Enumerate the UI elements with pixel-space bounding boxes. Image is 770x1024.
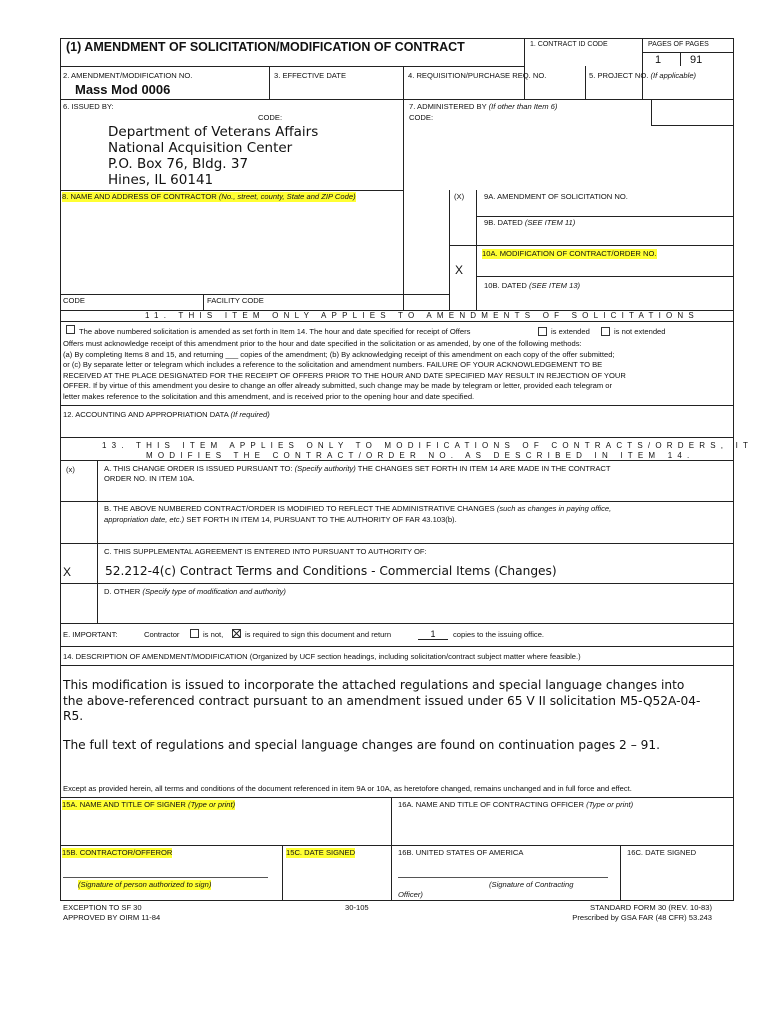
is-not-checkbox[interactable]	[190, 629, 199, 638]
address-line: National Acquisition Center	[108, 140, 293, 156]
rule	[449, 190, 450, 310]
footer-prescribed: Prescribed by GSA FAR (48 CFR) 53.243	[572, 913, 712, 922]
extended-label: is extended	[551, 327, 590, 336]
rule	[203, 294, 204, 310]
box1-label: 1. CONTRACT ID CODE	[530, 41, 608, 48]
check-x-icon	[232, 629, 241, 638]
extended-checkbox[interactable]	[538, 327, 547, 336]
item15a-label: 15A. NAME AND TITLE OF SIGNER (Type or print)	[62, 800, 236, 809]
item13b-text-2: appropriation date, etc.) SET FORTH IN ITEM 14, PURSUANT TO THE AUTHORITY OF FAR 43.103(b).	[104, 515, 457, 524]
item11-text-line: or (c) By separate letter or telegram which includes a reference to the solicitation and amendment numbers. FAILURE OF YOUR ACKNOWLEDGEMENT TO BE	[63, 360, 603, 369]
rule	[651, 99, 652, 125]
rule	[476, 276, 734, 277]
page-number: 1	[655, 54, 662, 66]
rule	[449, 245, 734, 246]
officer-signature-caption-2: Officer)	[398, 890, 423, 899]
rule	[391, 797, 392, 901]
copies-count[interactable]: 1	[418, 630, 448, 640]
description-line: R5.	[63, 709, 84, 723]
rule	[60, 543, 734, 544]
box9b-label: 9B. DATED (SEE ITEM 11)	[484, 218, 576, 227]
box10b-label: 10B. DATED (SEE ITEM 13)	[484, 281, 581, 290]
box7-label: 7. ADMINISTERED BY (If other than Item 6)	[409, 102, 558, 111]
footer-approved: APPROVED BY OIRM 11-84	[63, 913, 161, 922]
rule	[60, 437, 734, 438]
item11-text-line: OFFER. If by virtue of this amendment you desire to change an offer already submitted, such change may be made by telegram or letter, provided each telegram or	[63, 381, 613, 390]
rule	[620, 845, 621, 901]
item11-text-line: letter makes reference to the solicitation and this amendment, and is received prior to the opening hour and date specified.	[63, 391, 475, 401]
rule	[476, 216, 734, 217]
box2-label: 2. AMENDMENT/MODIFICATION NO.	[63, 71, 193, 80]
item11-text	[63, 339, 626, 402]
rule	[97, 460, 98, 623]
officer-signature-caption-1: (Signature of Contracting	[489, 880, 574, 889]
box3-label: 3. EFFECTIVE DATE	[274, 71, 347, 80]
item13c-text: C. THIS SUPPLEMENTAL AGREEMENT IS ENTERED INTO PURSUANT TO AUTHORITY OF:	[104, 547, 427, 556]
item13-x-label: (x)	[66, 465, 75, 474]
item11-heading: 11. THIS ITEM ONLY APPLIES TO AMENDMENTS OF SOLICITATIONS	[145, 311, 699, 320]
officer-signature-line[interactable]	[398, 877, 608, 878]
item15b-label: 15B. CONTRACTOR/OFFEROR	[62, 848, 173, 857]
pages-label: PAGES OF PAGES	[648, 41, 709, 48]
item11-text-line: (a) By completing Items 8 and 15, and returning ___ copies of the amendment; (b) By acknowledging receipt of this amendment on each copy of the offer submitted;	[63, 349, 615, 359]
copies-suffix: copies to the issuing office.	[453, 630, 545, 639]
address-line: Department of Veterans Affairs	[108, 124, 319, 140]
box4-label: 4. REQUISITION/PURCHASE REQ. NO.	[408, 71, 547, 80]
rule	[60, 583, 734, 584]
box5-label: 5. PROJECT NO. (If applicable)	[589, 71, 697, 80]
item16b-label: 16B. UNITED STATES OF AMERICA	[398, 848, 524, 857]
item13a-text: A. THIS CHANGE ORDER IS ISSUED PURSUANT TO: (Specify authority) THE CHANGES SET FORTH IN ITEM 14 ARE MADE IN THE CONTRACT	[104, 464, 611, 473]
item13c-authority[interactable]: 52.212-4(c) Contract Terms and Conditions - Commercial Items (Changes)	[105, 564, 557, 578]
item13b-text: B. THE ABOVE NUMBERED CONTRACT/ORDER IS MODIFIED TO REFLECT THE ADMINISTRATIVE CHANGES (such as changes in paying office,	[104, 504, 612, 513]
description-line: This modification is issued to incorporate the attached regulations and special language changes into	[63, 678, 685, 692]
item13a-text-2: ORDER NO. IN ITEM 10A.	[104, 474, 195, 483]
contractor-signature-caption: (Signature of person authorized to sign)	[78, 880, 212, 889]
address-line: Hines, IL 60141	[108, 172, 214, 188]
footer-exception: EXCEPTION TO SF 30	[63, 903, 142, 912]
rule	[60, 797, 734, 798]
facility-code-label: FACILITY CODE	[207, 296, 264, 305]
box7-code: CODE:	[409, 113, 434, 122]
item14-description	[63, 678, 700, 725]
rule	[60, 623, 734, 624]
item16c-label: 16C. DATE SIGNED	[627, 848, 697, 857]
rule	[60, 294, 449, 295]
description-line: the above-referenced contract pursuant to an amendment issued under 65 V II solicitation M5-Q52A-04-	[63, 693, 701, 708]
box10a-label: 10A. MODIFICATION OF CONTRACT/ORDER NO.	[482, 249, 657, 258]
form-title: (1) AMENDMENT OF SOLICITATION/MODIFICATION OF CONTRACT	[66, 40, 465, 54]
item13c-mark[interactable]: X	[63, 565, 72, 579]
box9a-label: 9A. AMENDMENT OF SOLICITATION NO.	[484, 192, 628, 201]
is-not-label: is not,	[203, 630, 224, 639]
item11-text-line: Offers must acknowledge receipt of this amendment prior to the hour and date specified in the solicitation or as amended, by one of the following methods:	[63, 339, 582, 348]
rule	[651, 125, 734, 126]
item13-heading-1: 13. THIS ITEM APPLIES ONLY TO MODIFICATIONS OF CONTRACTS/ORDERS, IT	[102, 441, 754, 450]
rule	[282, 845, 283, 901]
amendment-checkbox[interactable]	[66, 325, 75, 334]
item13d-text: D. OTHER (Specify type of modification and authority)	[104, 587, 286, 596]
rule	[476, 190, 477, 310]
footer-standard-form: STANDARD FORM 30 (REV. 10-83)	[590, 903, 712, 912]
rule	[60, 405, 734, 406]
box8-label: 8. NAME AND ADDRESS OF CONTRACTOR (No., street, county, State and ZIP Code)	[62, 192, 356, 201]
rule	[269, 66, 270, 99]
is-required-checkbox[interactable]	[232, 629, 241, 638]
issuer-address	[108, 124, 318, 188]
item11-line1: The above numbered solicitation is amended as set forth in Item 14. The hour and date specified for receipt of Offers	[79, 327, 471, 336]
rule	[60, 665, 734, 666]
box6-code: CODE:	[258, 113, 283, 122]
rule	[60, 646, 734, 647]
item12-label: 12. ACCOUNTING AND APPROPRIATION DATA (If required)	[63, 410, 270, 419]
contractor-signature-line[interactable]	[63, 877, 268, 878]
rule	[60, 190, 403, 191]
modification-number[interactable]: Mass Mod 0006	[75, 82, 171, 97]
item14-label: 14. DESCRIPTION OF AMENDMENT/MODIFICATION (Organized by UCF section headings, including solicitation/contract subject matter where feasible.)	[63, 652, 581, 661]
not-extended-label: is not extended	[614, 327, 666, 336]
box10a-mark[interactable]: X	[455, 263, 464, 277]
page-total: 91	[690, 54, 703, 66]
rule	[60, 845, 734, 846]
item16a-label: 16A. NAME AND TITLE OF CONTRACTING OFFICER (Type or print)	[398, 800, 634, 809]
rule	[60, 66, 524, 67]
is-required-label: is required to sign this document and return	[245, 630, 392, 639]
item11-text-line: RECEIVED AT THE PLACE DESIGNATED FOR THE RECEIPT OF OFFERS PRIOR TO THE HOUR AND DATE SPECIFIED MAY RESULT IN REJECTION OF YOUR	[63, 370, 626, 380]
rule	[524, 38, 525, 99]
contractor-label: Contractor	[144, 630, 180, 639]
rule	[60, 321, 734, 322]
rule	[60, 501, 734, 502]
not-extended-checkbox[interactable]	[601, 327, 610, 336]
important-label: E. IMPORTANT:	[63, 630, 118, 639]
item15c-label: 15C. DATE SIGNED	[286, 848, 356, 857]
item14-continuation: The full text of regulations and special language changes are found on continuation pages 2 – 91.	[63, 738, 661, 752]
address-line: P.O. Box 76, Bldg. 37	[108, 156, 249, 172]
except-statement: Except as provided herein, all terms and conditions of the document referenced in item 9A or 10A, as heretofore changed, remains unchanged and in full force and effect.	[63, 784, 632, 793]
rule	[60, 460, 734, 461]
footer-form-number: 30-105	[345, 903, 369, 912]
contractor-code-label: CODE	[63, 296, 85, 305]
rule	[60, 99, 734, 100]
rule	[642, 38, 643, 99]
rule	[585, 66, 586, 99]
rule	[403, 66, 404, 310]
box8-x-label: (X)	[454, 192, 465, 201]
rule	[642, 52, 734, 53]
item13-heading-2: MODIFIES THE CONTRACT/ORDER NO. AS DESCRIBED IN ITEM 14.	[146, 451, 695, 460]
box6-label: 6. ISSUED BY:	[63, 102, 114, 111]
rule	[680, 52, 681, 66]
